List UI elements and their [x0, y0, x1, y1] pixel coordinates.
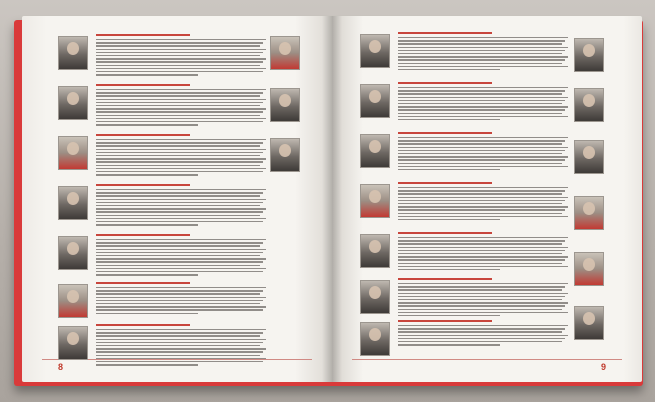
entry-text-line — [398, 247, 568, 248]
entry-text-line — [96, 208, 266, 209]
entry-text-line — [96, 71, 263, 72]
entry-text-line — [96, 155, 260, 156]
entry-text-line — [96, 171, 263, 172]
entry-text-line — [398, 69, 500, 70]
entry-text-line — [398, 200, 565, 201]
entry-text-line — [96, 261, 263, 262]
entry-text-line — [398, 325, 568, 326]
entry-text-line — [398, 216, 568, 217]
entry-text-line — [398, 240, 565, 241]
entry-text-line — [398, 296, 565, 297]
right-footer-rule — [352, 359, 622, 360]
portrait-photo — [360, 234, 390, 268]
entry-text-line — [96, 115, 260, 116]
entry-text-line — [398, 338, 565, 339]
entry-text-line — [96, 293, 260, 294]
entry-text-line — [398, 293, 568, 294]
portrait-photo — [270, 138, 300, 172]
entry-text-line — [398, 209, 565, 210]
entry-text-line — [398, 159, 565, 160]
entry-text-line — [96, 142, 263, 143]
entry-text-line — [96, 245, 260, 246]
entry-text-line — [96, 52, 263, 53]
entry-heading — [398, 182, 492, 184]
entry-text-line — [96, 95, 260, 96]
entry-text-line — [398, 50, 565, 51]
entry-text-line — [398, 259, 565, 260]
entry-heading — [96, 184, 190, 186]
entry-text-line — [398, 116, 568, 117]
portrait-photo — [574, 196, 604, 230]
portrait-photo — [270, 36, 300, 70]
entry-text-line — [96, 287, 266, 288]
entry-heading — [96, 234, 190, 236]
portrait-photo — [360, 322, 390, 356]
entry-text-line — [398, 90, 565, 91]
entry-heading — [398, 320, 492, 322]
entry-text-line — [96, 202, 263, 203]
entry-heading — [96, 34, 190, 36]
entry-text-line — [96, 139, 266, 140]
entry-text-line — [96, 348, 266, 349]
portrait-photo — [360, 84, 390, 118]
book-gutter — [322, 16, 342, 382]
entry-text-line — [398, 213, 562, 214]
entry-text-line — [398, 40, 565, 41]
portrait-photo — [574, 252, 604, 286]
portrait-photo — [360, 280, 390, 314]
portrait-photo — [58, 136, 88, 170]
entry-text-line — [398, 253, 562, 254]
entry-text-line — [398, 237, 568, 238]
portrait-photo — [58, 186, 88, 220]
entry-text-line — [96, 249, 266, 250]
entry-text-line — [398, 106, 568, 107]
entry-text-line — [96, 74, 198, 75]
entry-text-line — [96, 92, 263, 93]
entry-heading — [398, 82, 492, 84]
entry-text-line — [398, 263, 562, 264]
entry-text-line — [398, 103, 562, 104]
entry-text-line — [96, 224, 198, 225]
entry-text-line — [398, 166, 568, 167]
entry-text-line — [96, 65, 260, 66]
portrait-photo — [574, 88, 604, 122]
entry-text-line — [96, 358, 266, 359]
entry-text-line — [96, 313, 198, 314]
entry-text-line — [96, 105, 260, 106]
entry-heading — [96, 134, 190, 136]
entry-text-line — [96, 265, 260, 266]
entry-text-line — [398, 97, 568, 98]
entry-text-line — [398, 37, 568, 38]
entry-text-line — [96, 271, 263, 272]
portrait-photo — [58, 284, 88, 318]
entry-text-line — [96, 211, 263, 212]
entry-text-line — [398, 256, 568, 257]
entry-text-line — [398, 66, 568, 67]
entry-text-line — [398, 219, 500, 220]
entry-text-line — [96, 189, 266, 190]
entry-heading — [96, 282, 190, 284]
entry-text-line — [96, 355, 260, 356]
entry-text-line — [96, 297, 266, 298]
entry-text-line — [96, 255, 260, 256]
entry-text-line — [398, 87, 568, 88]
entry-text-line — [96, 309, 263, 310]
entry-text-line — [96, 215, 260, 216]
entry-text-line — [398, 169, 500, 170]
entry-text-line — [96, 42, 263, 43]
entry-text-line — [398, 335, 568, 336]
entry-text-line — [96, 39, 266, 40]
entry-text-line — [96, 342, 263, 343]
entry-text-line — [96, 199, 266, 200]
entry-text-line — [398, 119, 500, 120]
entry-text-line — [96, 364, 198, 365]
portrait-photo — [58, 236, 88, 270]
entry-text-line — [398, 43, 562, 44]
entry-text-line — [398, 93, 562, 94]
entry-text-line — [398, 100, 565, 101]
portrait-photo — [574, 38, 604, 72]
entry-text-line — [96, 221, 263, 222]
portrait-photo — [58, 326, 88, 360]
entry-text-line — [398, 153, 562, 154]
portrait-photo — [58, 86, 88, 120]
portrait-photo — [360, 134, 390, 168]
entry-text-line — [96, 242, 263, 243]
entry-text-line — [398, 190, 565, 191]
entry-heading — [398, 132, 492, 134]
entry-text-line — [96, 161, 263, 162]
entry-text-line — [96, 361, 263, 362]
entry-text-line — [96, 102, 263, 103]
entry-text-line — [398, 328, 565, 329]
entry-text-line — [96, 89, 266, 90]
entry-text-line — [398, 137, 568, 138]
entry-text-line — [398, 269, 500, 270]
entry-text-line — [398, 193, 562, 194]
entry-text-line — [398, 53, 562, 54]
entry-text-line — [398, 109, 565, 110]
left-page — [22, 16, 332, 382]
entry-text-line — [398, 187, 568, 188]
entry-text-line — [96, 351, 263, 352]
left-page-number: 8 — [58, 362, 64, 372]
entry-text-line — [96, 111, 263, 112]
entry-text-line — [398, 113, 562, 114]
entry-text-line — [398, 143, 562, 144]
entry-text-line — [398, 147, 568, 148]
entry-text-line — [398, 312, 568, 313]
entry-text-line — [398, 302, 568, 303]
entry-text-line — [398, 56, 568, 57]
entry-text-line — [96, 300, 263, 301]
entry-text-line — [398, 344, 500, 345]
entry-text-line — [398, 283, 568, 284]
entry-text-line — [96, 195, 260, 196]
entry-text-line — [398, 203, 562, 204]
entry-text-line — [96, 218, 266, 219]
entry-text-line — [398, 305, 565, 306]
entry-text-line — [96, 239, 266, 240]
entry-text-line — [398, 341, 562, 342]
entry-text-line — [96, 306, 266, 307]
entry-text-line — [96, 174, 198, 175]
entry-text-line — [96, 121, 263, 122]
entry-heading — [96, 84, 190, 86]
entry-text-line — [96, 345, 260, 346]
entry-text-line — [96, 68, 266, 69]
right-page-number: 9 — [600, 362, 606, 372]
entry-text-line — [96, 274, 198, 275]
entry-text-line — [96, 61, 263, 62]
entry-text-line — [398, 150, 565, 151]
entry-text-line — [96, 45, 260, 46]
entry-text-line — [96, 205, 260, 206]
entry-text-line — [96, 332, 263, 333]
entry-text-line — [398, 163, 562, 164]
right-page — [332, 16, 642, 382]
entry-text-line — [96, 152, 263, 153]
portrait-photo — [574, 140, 604, 174]
entry-text-line — [96, 124, 198, 125]
entry-text-line — [96, 49, 266, 50]
entry-text-line — [398, 266, 568, 267]
entry-text-line — [96, 335, 260, 336]
entry-text-line — [398, 243, 562, 244]
entry-text-line — [96, 158, 266, 159]
entry-text-line — [398, 63, 562, 64]
entry-text-line — [398, 47, 568, 48]
entry-heading — [96, 324, 190, 326]
entry-text-line — [96, 99, 266, 100]
entry-text-line — [96, 329, 266, 330]
entry-text-line — [96, 118, 266, 119]
portrait-photo — [360, 184, 390, 218]
entry-text-line — [398, 315, 500, 316]
entry-text-line — [96, 168, 266, 169]
entry-heading — [398, 278, 492, 280]
entry-text-line — [398, 309, 562, 310]
entry-text-line — [96, 303, 260, 304]
entry-text-line — [398, 286, 565, 287]
entry-text-line — [96, 290, 263, 291]
entry-text-line — [398, 59, 565, 60]
entry-text-line — [96, 258, 266, 259]
portrait-photo — [574, 306, 604, 340]
entry-text-line — [96, 192, 263, 193]
portrait-photo — [58, 36, 88, 70]
entry-text-line — [96, 108, 266, 109]
entry-text-line — [398, 250, 565, 251]
entry-heading — [398, 232, 492, 234]
entry-text-line — [96, 165, 260, 166]
portrait-photo — [270, 88, 300, 122]
entry-text-line — [398, 206, 568, 207]
entry-text-line — [96, 339, 266, 340]
entry-text-line — [398, 140, 565, 141]
entry-text-line — [96, 55, 260, 56]
entry-text-line — [96, 252, 263, 253]
entry-text-line — [96, 145, 260, 146]
entry-text-line — [398, 299, 562, 300]
entry-text-line — [96, 58, 266, 59]
entry-heading — [398, 32, 492, 34]
entry-text-line — [398, 331, 562, 332]
portrait-photo — [360, 34, 390, 68]
entry-text-line — [96, 268, 266, 269]
entry-text-line — [398, 197, 568, 198]
entry-text-line — [398, 156, 568, 157]
entry-text-line — [398, 289, 562, 290]
entry-text-line — [96, 149, 266, 150]
